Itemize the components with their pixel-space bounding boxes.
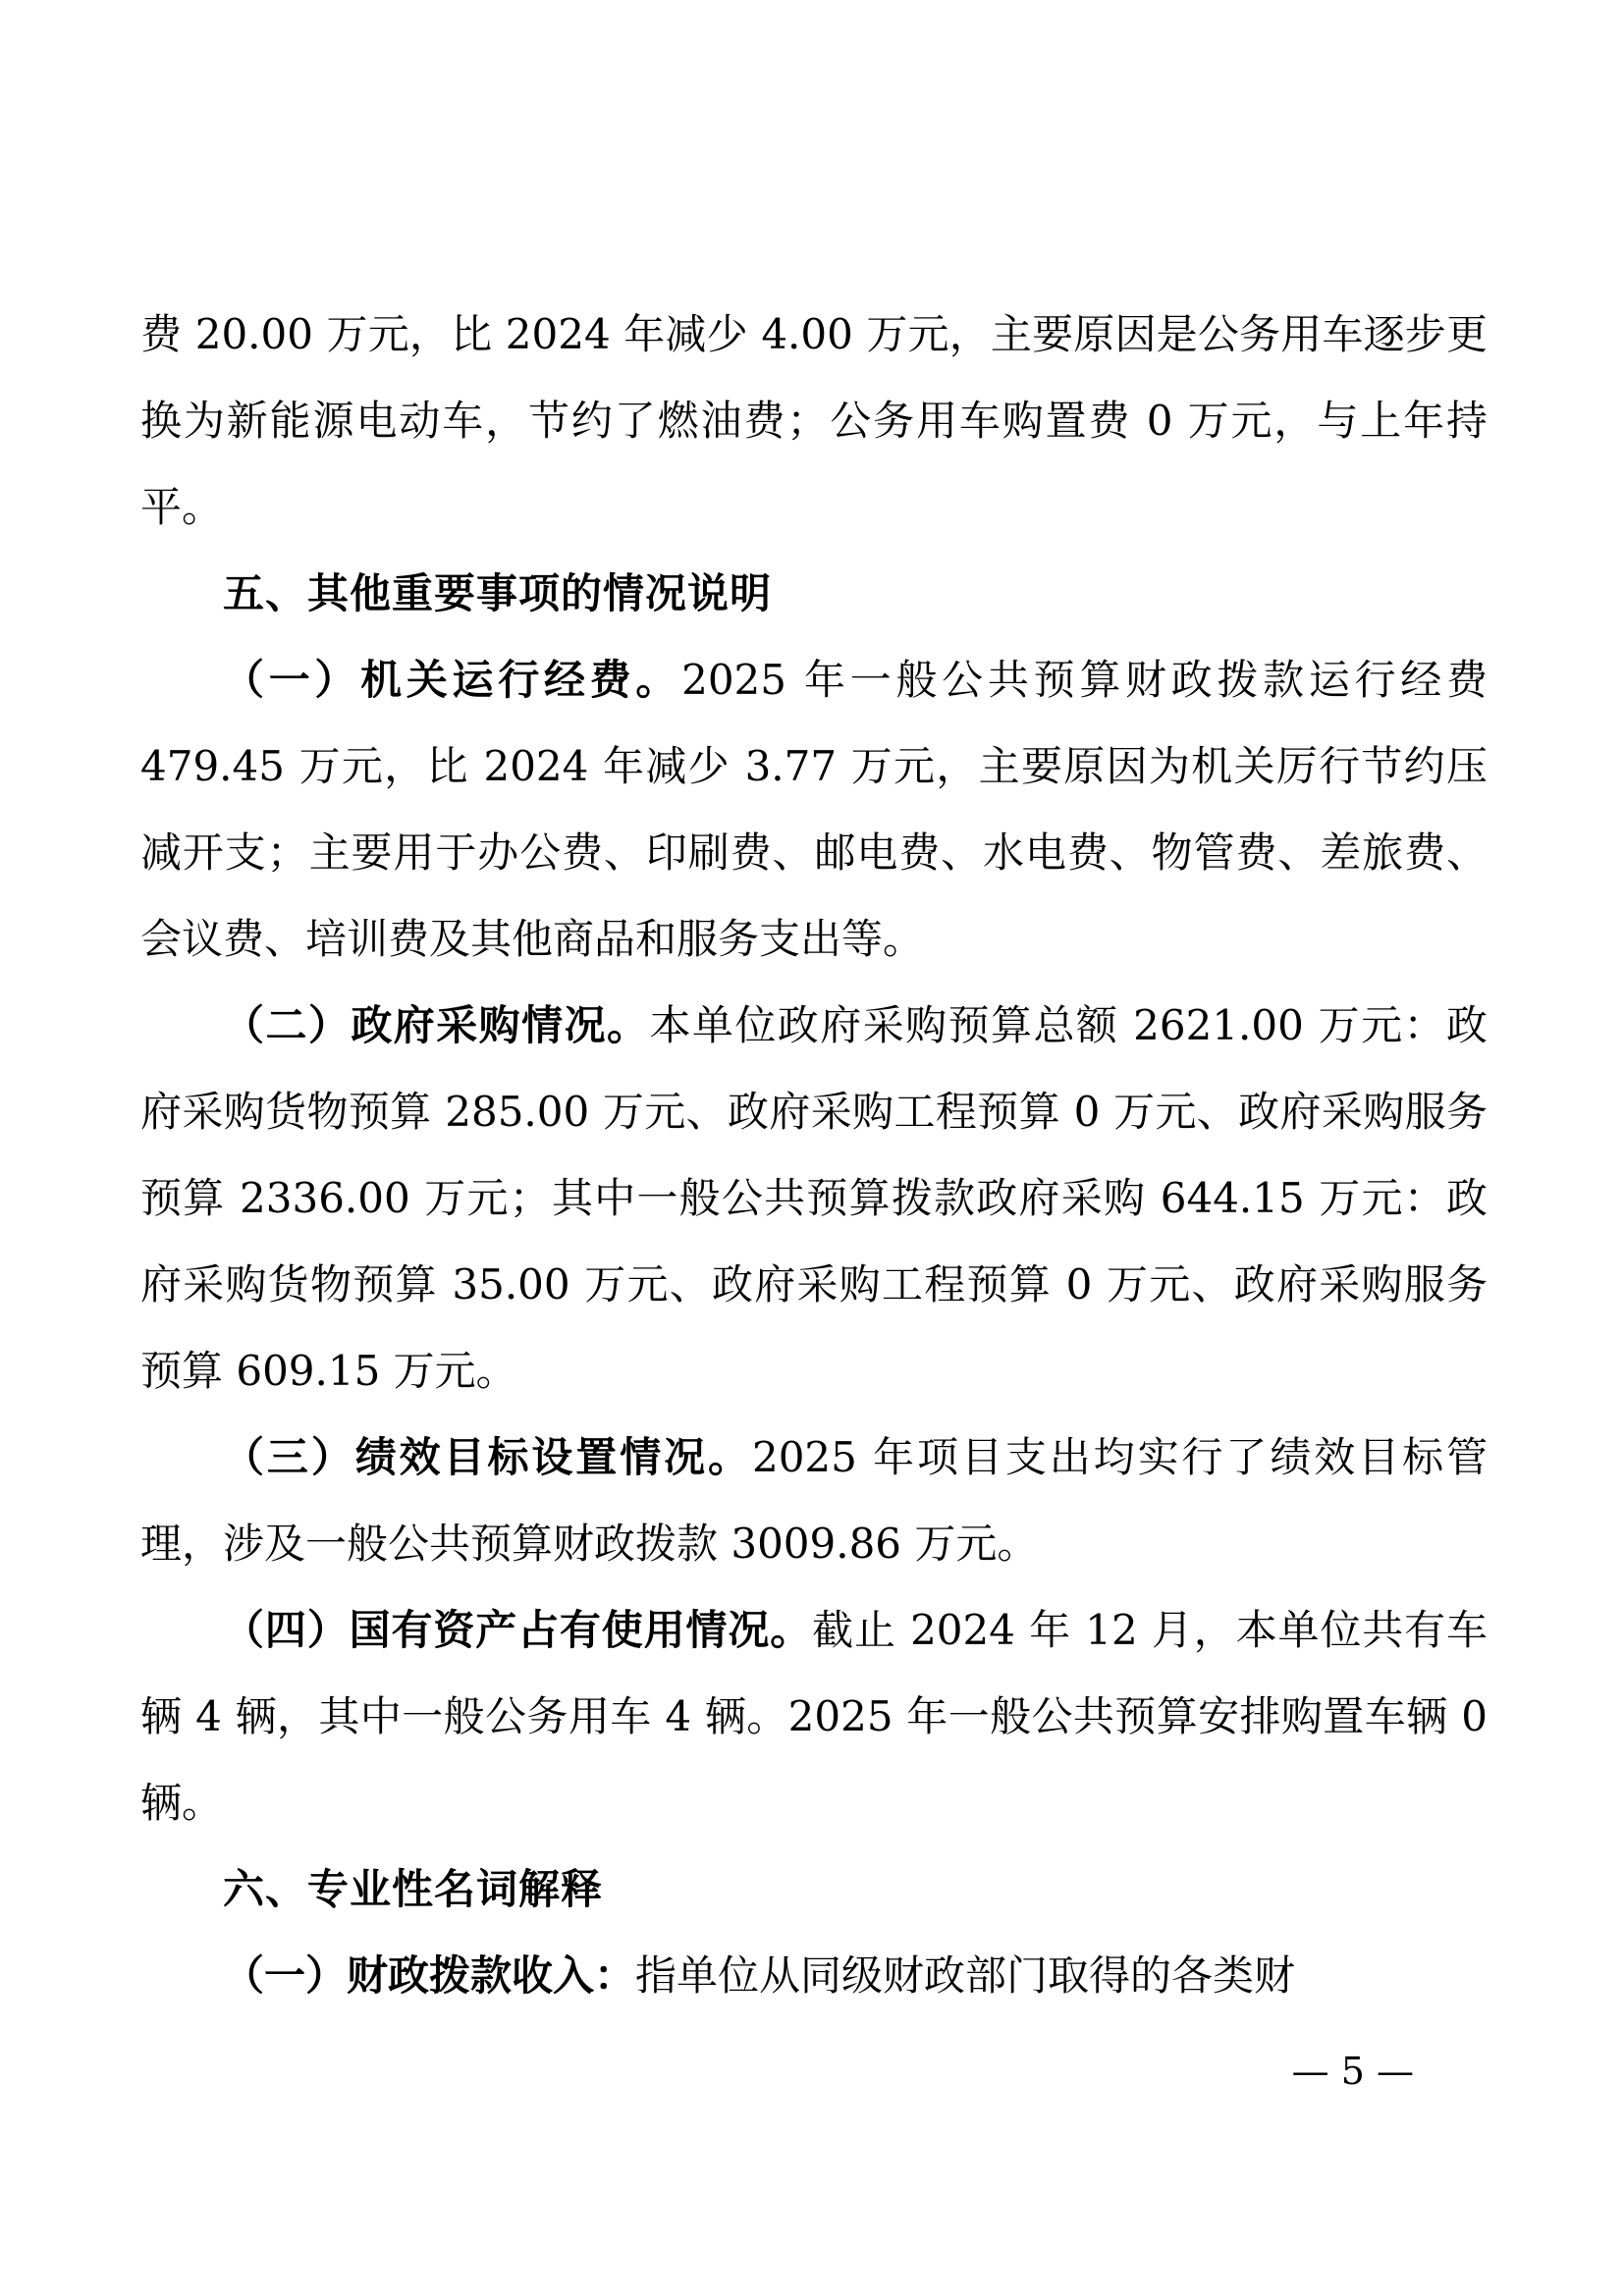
section-heading-5 [140,551,1488,637]
paragraph-text: 2025 年项目支出均实行了绩效目标管理，涉及一般公共预算财政拨款 3009.86 万元。 [140,1433,1488,1568]
paragraph-lead: （一）机关运行经费。 [223,656,682,704]
paragraph-text: 费 20.00 万元，比 2024 年减少 4.00 万元，主要原因是公务用车逐步更换为新能源电动车，节约了燃油费；公务用车购置费 0 万元，与上年持平。 [140,310,1488,531]
paragraph-lead: （一）财政拨款收入： [223,1951,636,2000]
paragraph-text: 本单位政府采购预算总额 2621.00 万元：政府采购货物预算 285.00 万元、政府采购工程预算 0 万元、政府采购服务预算 2336.00 万元；其中一般公共预算拨款政府采购 644.15 万元：政府采购货物预算 35.00 万元、政府采购工程预算 0 万元、政府采购服务预算 609.15 万元。 [140,1001,1488,1395]
paragraph-term-fiscal-appropriation [140,1933,1488,2019]
paragraph-carryover [140,292,1488,551]
paragraph-state-assets [140,1587,1488,1846]
page-number: — 5 — [1291,2050,1414,2093]
paragraph-text: 2025 年一般公共预算财政拨款运行经费 479.45 万元，比 2024 年减少 3.77 万元，主要原因为机关厉行节约压减开支；主要用于办公费、印刷费、邮电费、水电费、物管费、差旅费、会议费、培训费及其他商品和服务支出等。 [140,656,1488,963]
heading-text: 六、专业性名词解释 [223,1866,604,1912]
heading-text: 五、其他重要事项的情况说明 [223,570,773,616]
section-heading-6 [140,1846,1488,1933]
paragraph-performance-targets [140,1415,1488,1587]
paragraph-text: 指单位从同级财政部门取得的各类财 [635,1951,1296,2000]
document-body [140,292,1488,2019]
paragraph-lead: （四）国有资产占有使用情况。 [223,1606,813,1654]
paragraph-text: 截止 2024 年 12 月，本单位共有车辆 4 辆，其中一般公务用车 4 辆。2025 年一般公共预算安排购置车辆 0 辆。 [140,1606,1488,1827]
paragraph-agency-operating-cost [140,637,1488,983]
paragraph-lead: （二）政府采购情况。 [223,1001,650,1049]
paragraph-government-procurement [140,983,1488,1415]
paragraph-lead: （三）绩效目标设置情况。 [223,1433,752,1481]
